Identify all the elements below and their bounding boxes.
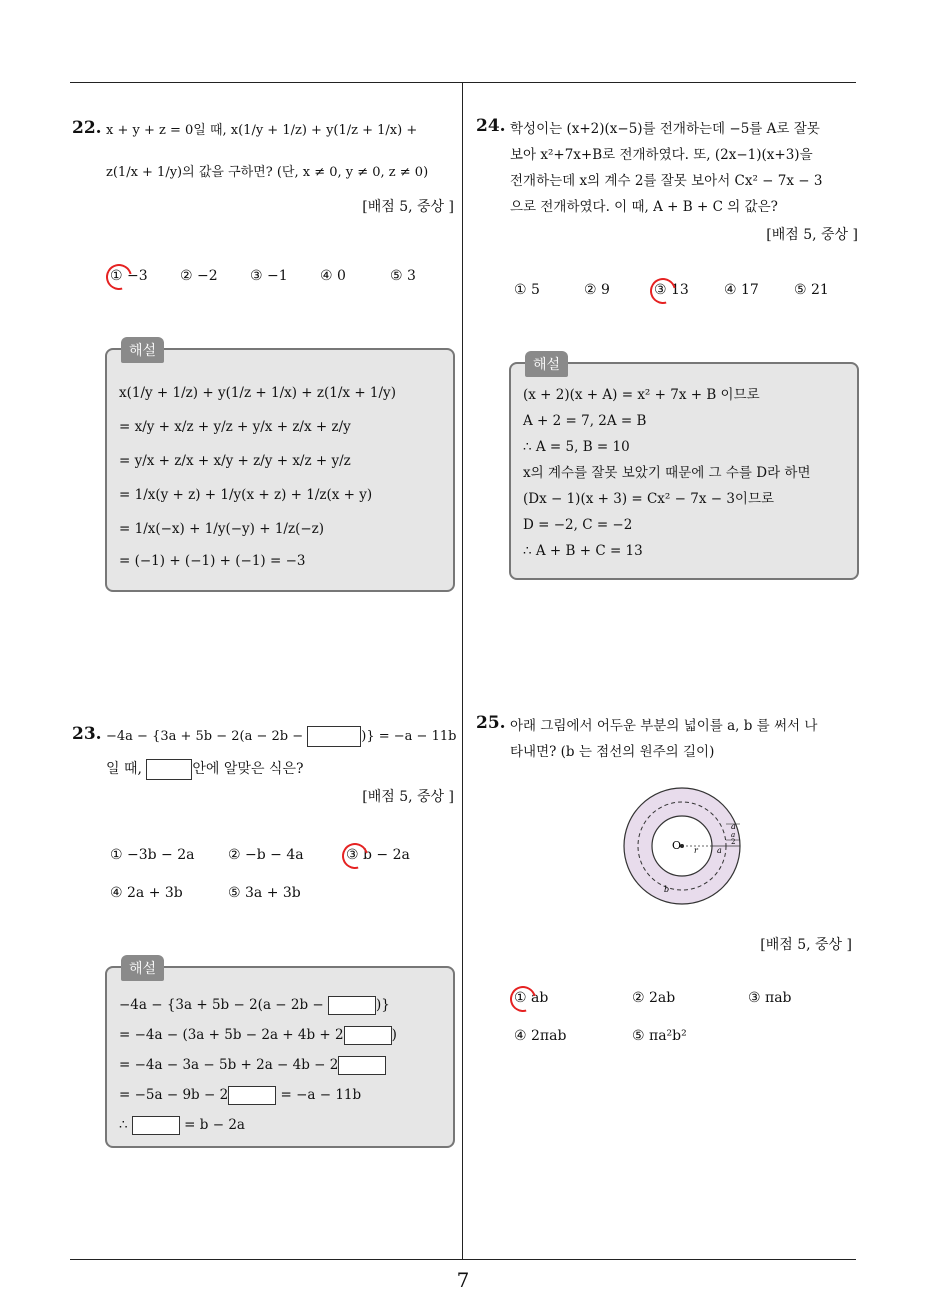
solution-line: ∴ = b − 2a [119, 1117, 245, 1133]
choice-5[interactable]: ⑤ 21 [794, 282, 829, 298]
question-23 [72, 724, 457, 810]
choice-4[interactable]: ④ 2a + 3b [110, 885, 183, 901]
blank-box [328, 996, 376, 1015]
question-text-line: 보아 x²+7x+B로 전개하였다. 또, (2x−1)(x+3)을 [510, 147, 813, 163]
question-text-line: 아래 그림에서 어두운 부분의 넓이를 a, b 를 써서 나 [510, 718, 818, 734]
choice-2[interactable]: ② −2 [180, 268, 218, 284]
solution-line: (Dx − 1)(x + 3) = Cx² − 7x − 3이므로 [523, 491, 775, 507]
column-divider [462, 83, 463, 1260]
question-text-line: x + y + z = 0일 때, x(1/y + 1/z) + y(1/z + 1/x) + [106, 123, 418, 138]
bottom-rule [70, 1259, 856, 1260]
question-25 [476, 713, 858, 765]
solution-box-23 [105, 961, 455, 1148]
label-b: b [664, 885, 670, 894]
choice-2[interactable]: ② 2ab [632, 990, 676, 1006]
solution-line: = −4a − (3a + 5b − 2a + 4b + 2 ) [119, 1027, 397, 1043]
score-label: [배점 5, 중상 ] [362, 789, 454, 805]
blank-box [344, 1026, 392, 1045]
question-text: )} = −a − 11b [361, 729, 457, 744]
page-number: 7 [456, 1268, 470, 1292]
solution-box-22 [105, 343, 455, 592]
question-text-line: 학성이는 (x+2)(x−5)를 전개하는데 −5를 A로 잘못 [510, 121, 820, 137]
choice-1[interactable]: ① −3 [110, 268, 148, 284]
label-a-top: a [731, 822, 736, 831]
choice-4[interactable]: ④ 0 [320, 268, 346, 284]
answer-mark [101, 259, 137, 295]
blank-box [338, 1056, 386, 1075]
solution-line: = y/x + z/x + x/y + z/y + x/z + y/z [119, 453, 351, 469]
question-text: 일 때, [106, 761, 147, 777]
label-a-inner: a [717, 846, 722, 855]
ring-diagram [620, 782, 750, 912]
choice-5[interactable]: ⑤ 3a + 3b [228, 885, 301, 901]
choice-3[interactable]: ③ πab [748, 990, 792, 1006]
solution-line: = 1/x(y + z) + 1/y(x + z) + 1/z(x + y) [119, 487, 373, 503]
choice-1[interactable]: ① ab [514, 990, 548, 1006]
blank-box [228, 1086, 276, 1105]
solution-line: ∴ A + B + C = 13 [523, 543, 643, 559]
answer-blank-box [146, 759, 192, 780]
score-label: [배점 5, 중상 ] [766, 227, 858, 243]
question-22 [72, 118, 454, 220]
solution-line: = 1/x(−x) + 1/y(−y) + 1/z(−z) [119, 521, 325, 537]
solution-line: A + 2 = 7, 2A = B [523, 413, 647, 429]
choice-3[interactable]: ③ b − 2a [346, 847, 410, 863]
solution-line: = −5a − 9b − 2 = −a − 11b [119, 1087, 362, 1103]
question-number: 23. [72, 724, 102, 744]
solution-line: = (−1) + (−1) + (−1) = −3 [119, 553, 306, 569]
choice-3[interactable]: ③ 13 [654, 282, 689, 298]
question-text: −4a − {3a + 5b − 2(a − 2b − [106, 729, 308, 744]
score-label: [배점 5, 중상 ] [760, 937, 852, 953]
answer-mark [645, 273, 681, 309]
solution-tag: 해설 [121, 955, 164, 981]
solution-line: x의 계수를 잘못 보았기 때문에 그 수를 D라 하면 [523, 465, 811, 481]
solution-line: D = −2, C = −2 [523, 517, 633, 533]
score-label: [배점 5, 중상 ] [362, 199, 454, 215]
ring-figure [620, 782, 750, 916]
question-number: 22. [72, 118, 102, 138]
choice-3[interactable]: ③ −1 [250, 268, 288, 284]
choice-1[interactable]: ① −3b − 2a [110, 847, 195, 863]
choice-4[interactable]: ④ 17 [724, 282, 759, 298]
question-text-line: 으로 전개하였다. 이 때, A + B + C 의 값은? [510, 199, 778, 215]
choice-4[interactable]: ④ 2πab [514, 1028, 567, 1044]
question-text-line: 전개하는데 x의 계수 2를 잘못 보아서 Cx² − 7x − 3 [510, 173, 823, 189]
choice-5[interactable]: ⑤ 3 [390, 268, 416, 284]
label-center: O [672, 839, 682, 852]
solution-tag: 해설 [525, 351, 568, 377]
top-rule [70, 82, 856, 83]
choice-2[interactable]: ② −b − 4a [228, 847, 304, 863]
solution-box-24 [509, 357, 859, 580]
solution-line: −4a − {3a + 5b − 2(a − 2b − )} [119, 997, 390, 1013]
question-text-line: z(1/x + 1/y)의 값을 구하면? (단, x ≠ 0, y ≠ 0, z ≠ 0) [106, 165, 429, 180]
choice-1[interactable]: ① 5 [514, 282, 540, 298]
choice-5[interactable]: ⑤ πa²b² [632, 1028, 687, 1044]
solution-line: (x + 2)(x + A) = x² + 7x + B 이므로 [523, 387, 760, 403]
question-number: 24. [476, 116, 506, 136]
label-half-num: a [731, 831, 736, 839]
question-number: 25. [476, 713, 506, 733]
label-half-den: 2 [731, 838, 736, 846]
solution-line: = x/y + x/z + y/z + y/x + z/x + z/y [119, 419, 351, 435]
question-text-line: 타내면? (b 는 점선의 원주의 길이) [510, 744, 715, 760]
answer-mark [505, 981, 541, 1017]
solution-line: = −4a − 3a − 5b + 2a − 4b − 2 [119, 1050, 443, 1080]
solution-tag: 해설 [121, 337, 164, 363]
solution-line: x(1/y + 1/z) + y(1/z + 1/x) + z(1/x + 1/y) [119, 385, 396, 401]
question-text: 안에 알맞은 식은? [192, 761, 304, 777]
answer-mark [337, 838, 373, 874]
choice-2[interactable]: ② 9 [584, 282, 610, 298]
answer-blank-box [307, 726, 361, 747]
solution-line: ∴ A = 5, B = 10 [523, 439, 630, 455]
blank-box [132, 1116, 180, 1135]
question-24 [476, 116, 858, 248]
label-r: r [694, 846, 698, 855]
